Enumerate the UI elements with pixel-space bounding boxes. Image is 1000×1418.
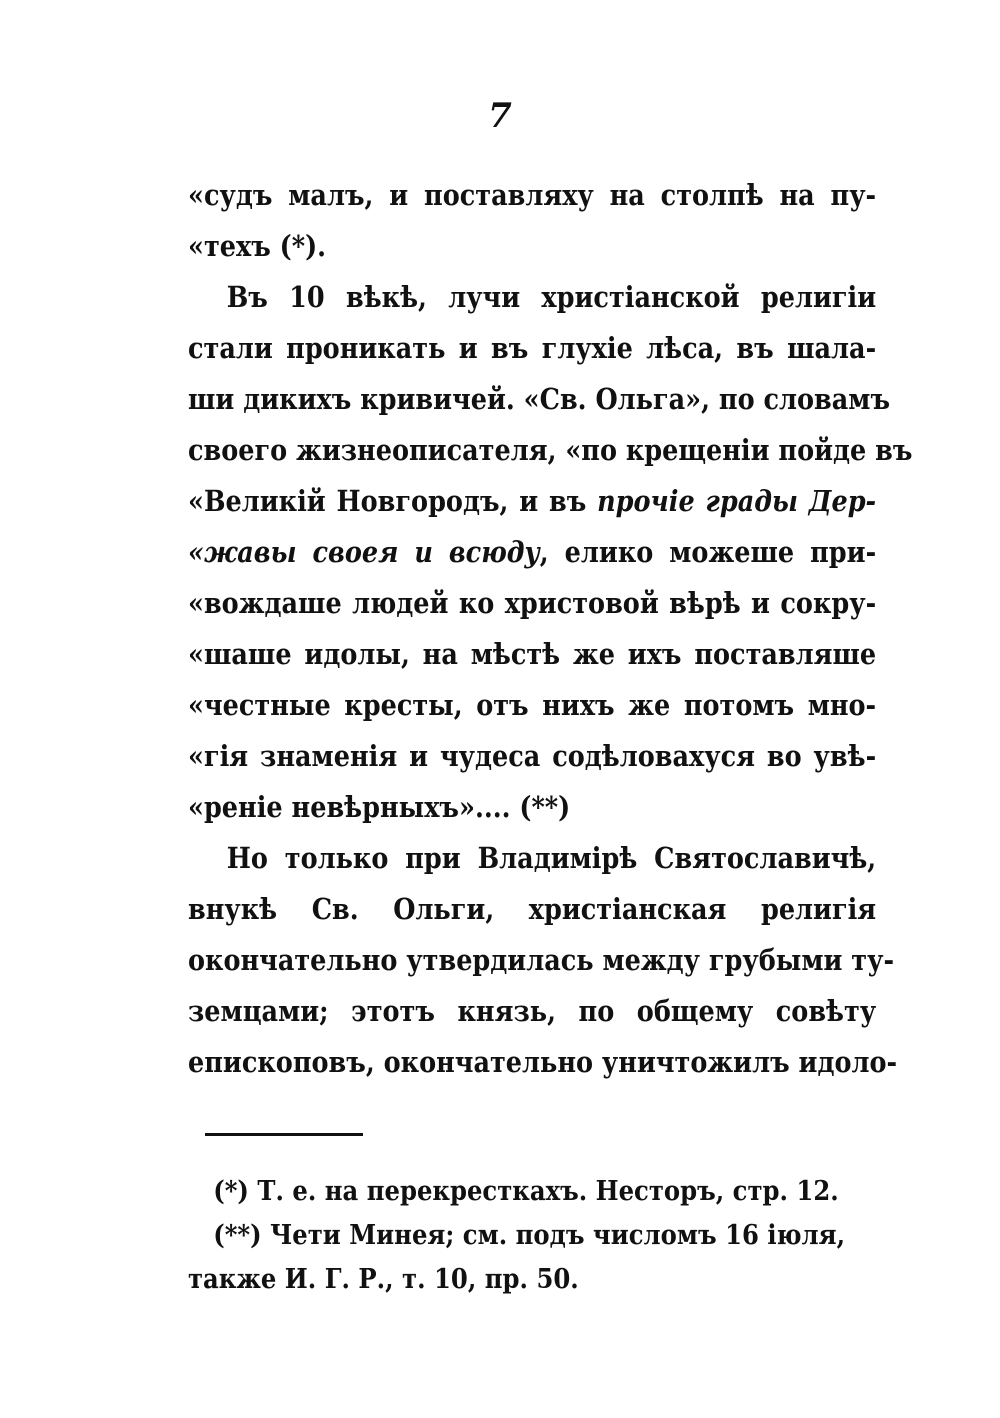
text-line: стали проникать и въ глухіе лѣса, въ шала- [188, 331, 877, 365]
italic-quote-segment: прочіе грады Дер- [597, 484, 877, 518]
footnotes [188, 1170, 878, 1302]
text-line: «шаше идолы, на мѣстѣ же ихъ поставляше [188, 637, 877, 671]
text-segment: , елико можеше при- [539, 535, 877, 569]
text-line: внукѣ Св. Ольги, христіанская религія [188, 892, 877, 926]
text-line: «вождаше людей ко христовой вѣрѣ и сокру- [188, 586, 877, 620]
footnote-2: (**) Чети Минея; см. подъ числомъ 16 іюля, [213, 1220, 846, 1251]
footnote-divider [205, 1133, 363, 1136]
page-number: 7 [488, 96, 512, 136]
text-line: «техъ (*). [188, 229, 327, 263]
main-text [188, 170, 913, 1088]
footnote-2-continuation: также И. Г. Р., т. 10, пр. 50. [188, 1264, 579, 1295]
text-line: своего жизнеописателя, «по крещеніи пойде въ [188, 433, 913, 467]
text-line: «реніе невѣрныхъ».... (**) [188, 790, 571, 824]
text-line: «гія знаменія и чудеса содѣловахуся во увѣ- [188, 739, 877, 773]
text-line: «судъ малъ, и поставляху на столпѣ на пу- [188, 178, 877, 212]
text-segment: «Великій Новгородъ, и въ [188, 484, 598, 518]
text-line: епископовъ, окончательно уничтожилъ идоло- [188, 1045, 898, 1079]
text-line: «честные кресты, отъ нихъ же потомъ мно- [188, 688, 877, 722]
paragraph-start-line: Въ 10 вѣкѣ, лучи христіанской религіи [226, 280, 877, 314]
text-line: земцами; этотъ князь, по общему совѣту [188, 994, 877, 1028]
text-line [188, 476, 876, 527]
italic-quote-segment: «жавы своея и всюду [188, 535, 540, 569]
footnote-1: (*) Т. е. на перекресткахъ. Несторъ, стр. 12. [213, 1176, 839, 1207]
text-line [188, 527, 876, 578]
text-line: окончательно утвердилась между грубыми ту- [188, 943, 895, 977]
paragraph-start-line: Но только при Владимірѣ Святославичѣ, [226, 841, 877, 875]
text-line: ши дикихъ кривичей. «Св. Ольга», по словамъ [188, 382, 891, 416]
